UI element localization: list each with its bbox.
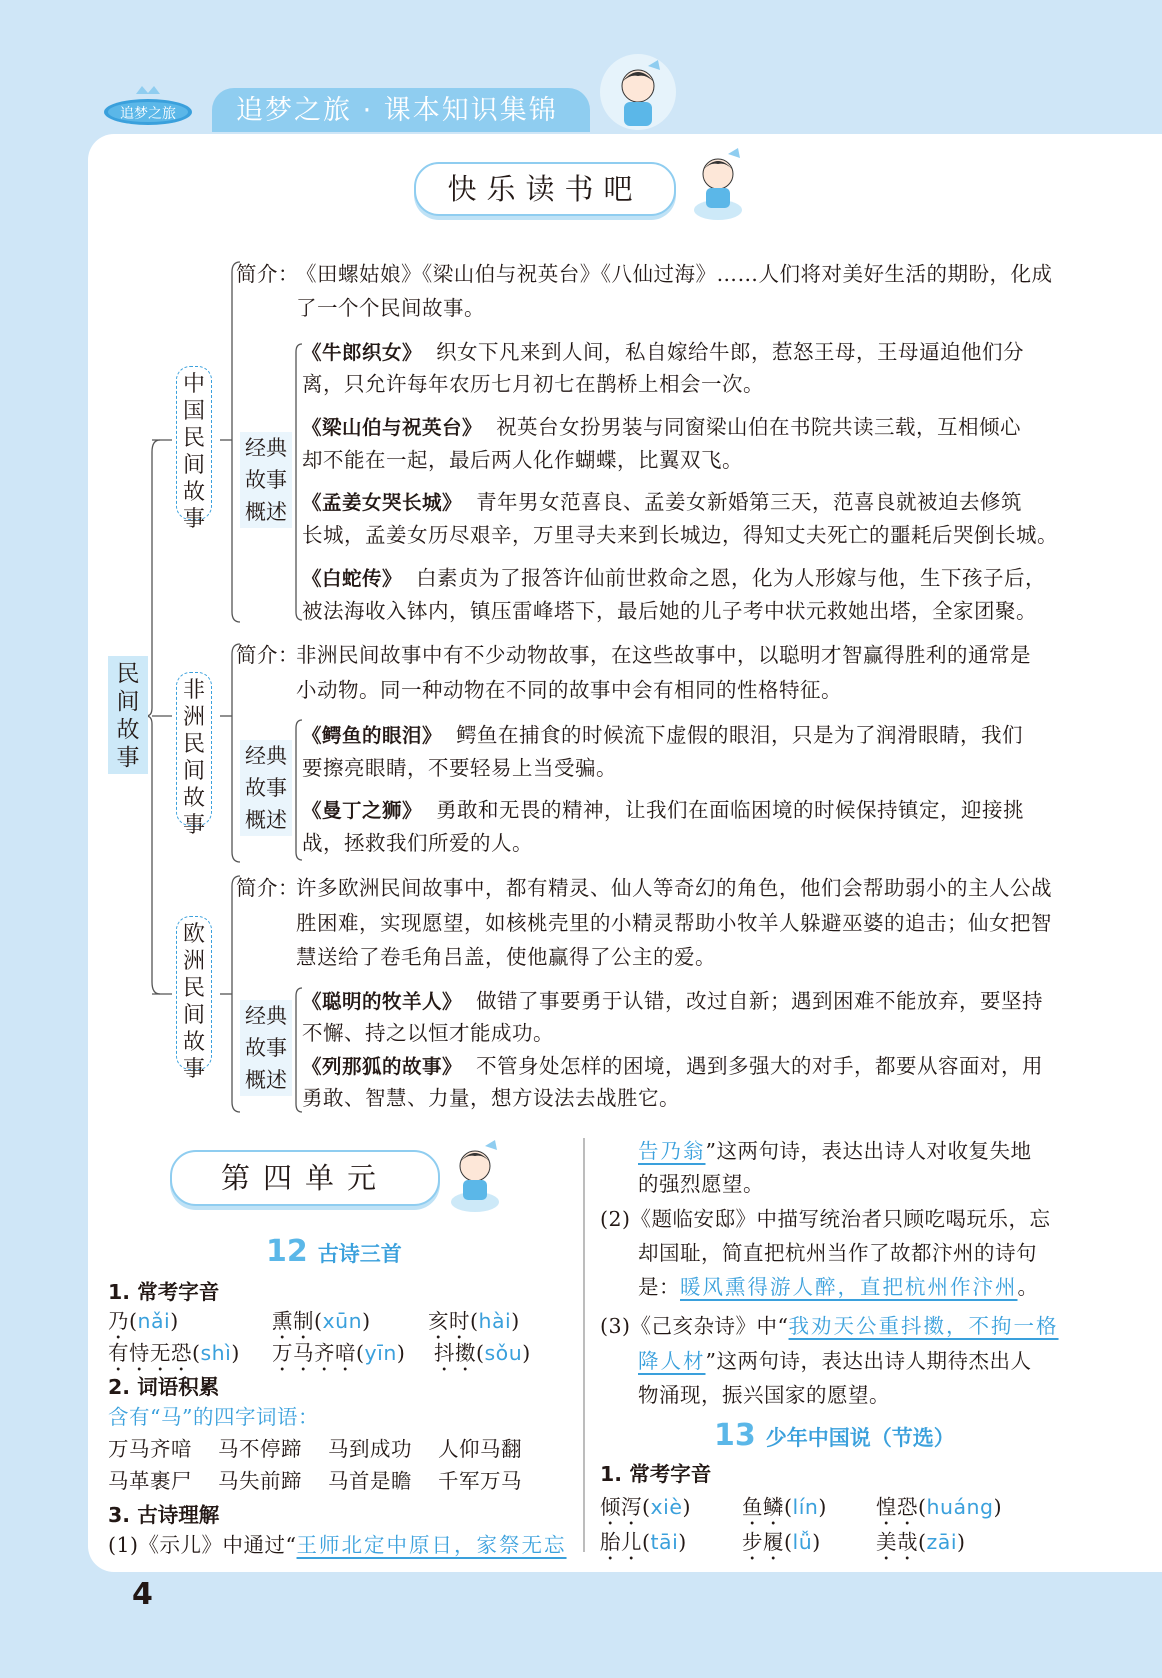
category-char: 事 — [182, 1057, 205, 1082]
category-char: 国 — [182, 399, 205, 424]
story-title: 《白蛇传》 — [302, 567, 403, 590]
pinyin-item: 熏制(xūn) — [272, 1309, 371, 1333]
pinyin-value: lǚ — [792, 1530, 813, 1554]
pinyin-item: 乃(nǎi) — [108, 1309, 179, 1333]
header-title: 追梦之旅 · 课本知识集锦 — [212, 88, 590, 132]
pinyin-char: 抖擞 — [434, 1341, 476, 1365]
category-char: 洲 — [182, 705, 205, 730]
subheading: 1. 常考字音 — [108, 1280, 220, 1304]
answer-text: 王师北定中原日，家祭无忘 — [296, 1533, 567, 1557]
story-text: 长城，孟姜女历尽艰辛，万里寻夫来到长城边，得知丈夫死亡的噩耗后哭倒长城。 — [302, 523, 1058, 547]
story-line — [302, 487, 1022, 518]
story-title: 《梁山伯与祝英台》 — [302, 416, 483, 439]
classic-label-line: 经典 — [245, 744, 287, 768]
category-char: 事 — [182, 507, 205, 532]
poem-text: ”这两句诗，表达出诗人对收复失地 — [705, 1139, 1032, 1163]
lesson-12-title — [266, 1234, 402, 1269]
pinyin-value: zāi — [926, 1530, 958, 1554]
word-item: 马革裹尸 — [108, 1469, 192, 1493]
intro-text: 非洲民间故事中有不少动物故事，在这些故事中，以聪明才智赢得胜利的通常是 — [296, 643, 1031, 667]
category-african — [176, 672, 212, 838]
story-line — [302, 720, 1023, 751]
intro-label: 简介： — [236, 643, 299, 667]
intro-text: 慧送给了卷毛角吕盖，使他赢得了公主的爱。 — [296, 945, 716, 969]
poem-text: (1)《示儿》中通过“ — [108, 1533, 297, 1557]
pinyin-value: nǎi — [137, 1309, 171, 1333]
word-item: 马到成功 — [328, 1437, 412, 1461]
category-char: 民 — [182, 426, 205, 451]
classic-label — [240, 1000, 292, 1096]
story-text: 织女下凡来到人间，私自嫁给牛郎，惹怒王母，王母逼迫他们分 — [436, 340, 1025, 364]
topic-label: 民间故事 — [108, 656, 148, 774]
classic-label-line: 经典 — [245, 1004, 287, 1028]
story-text: 不懈、持之以恒才能成功。 — [302, 1021, 554, 1045]
story-title: 《聪明的牧羊人》 — [302, 990, 463, 1013]
mascot-icon — [442, 1138, 508, 1216]
word-item: 万马齐喑 — [108, 1437, 192, 1461]
pinyin-char: 惶恐 — [876, 1495, 918, 1519]
story-line — [302, 795, 1024, 826]
pinyin-char: 美哉 — [876, 1530, 918, 1554]
pinyin-char: 熏制 — [272, 1309, 314, 1333]
pinyin-value: tāi — [650, 1530, 679, 1554]
story-line — [302, 1051, 1043, 1082]
story-line — [302, 563, 1046, 594]
classic-label-line: 故事 — [245, 468, 287, 492]
poem-text: (2)《题临安邸》中描写统治者只顾吃喝玩乐，忘 — [600, 1207, 1051, 1231]
poem-q1 — [108, 1530, 567, 1560]
page-number: 4 — [132, 1577, 153, 1612]
category-char: 间 — [182, 759, 205, 784]
subheading: 1. 常考字音 — [600, 1462, 712, 1486]
section-title: 快乐读书吧 — [414, 162, 676, 216]
pinyin-item: 美哉(zāi) — [876, 1530, 966, 1554]
intro-text: 胜困难，实现愿望，如核桃壳里的小精灵帮助小牧羊人躲避巫婆的追击；仙女把智 — [296, 911, 1052, 935]
category-char: 非 — [182, 678, 205, 703]
pinyin-char: 万马齐喑 — [272, 1341, 356, 1365]
story-title: 《孟姜女哭长城》 — [302, 491, 463, 514]
story-title: 《列那狐的故事》 — [302, 1055, 463, 1078]
pinyin-char: 胎儿 — [600, 1530, 642, 1554]
pinyin-item: 鱼鳞(lín) — [742, 1495, 827, 1519]
category-char: 间 — [182, 1003, 205, 1028]
classic-label — [240, 740, 292, 836]
intro-text: 了一个个民间故事。 — [296, 296, 485, 320]
lesson-name: 少年中国说（节选） — [765, 1426, 955, 1450]
answer-text: 降人材 — [638, 1349, 706, 1373]
story-text: 不管身处怎样的困境，遇到多强大的对手，都要从容面对，用 — [476, 1054, 1044, 1078]
poem-text: (3)《己亥杂诗》中“ — [600, 1314, 789, 1338]
lesson-13-title — [714, 1418, 955, 1453]
poem-text: 。 — [1017, 1275, 1039, 1299]
pinyin-value: shì — [200, 1341, 232, 1365]
story-text: 离，只允许每年农历七月初七在鹊桥上相会一次。 — [302, 372, 764, 396]
poem-q1-cont — [638, 1136, 1031, 1166]
subheading: 3. 古诗理解 — [108, 1503, 220, 1527]
category-char: 故 — [182, 480, 205, 505]
category-char: 欧 — [182, 922, 205, 947]
classic-label-line: 故事 — [245, 776, 287, 800]
story-title: 《牛郎织女》 — [302, 341, 423, 364]
poem-q2-answer — [638, 1272, 1039, 1302]
intro-label: 简介： — [236, 262, 299, 286]
story-text: 勇敢、智慧、力量，想方设法去战胜它。 — [302, 1086, 680, 1110]
classic-label-line: 概述 — [245, 808, 287, 832]
pinyin-char: 倾泻 — [600, 1495, 642, 1519]
category-char: 洲 — [182, 949, 205, 974]
pinyin-char: 步履 — [742, 1530, 784, 1554]
subheading: 2. 词语积累 — [108, 1375, 220, 1399]
pinyin-char: 鱼鳞 — [742, 1495, 784, 1519]
poem-text: ”这两句诗，表达出诗人期待杰出人 — [705, 1349, 1032, 1373]
pinyin-item: 亥时(hài) — [428, 1309, 520, 1333]
answer-text: 暖风熏得游人醉，直把杭州作汴州 — [680, 1275, 1018, 1299]
logo-text: 追梦之旅 — [120, 106, 176, 122]
poem-q3 — [600, 1311, 1059, 1341]
story-text: 要擦亮眼睛，不要轻易上当受骗。 — [302, 756, 617, 780]
poem-q3-cont — [638, 1346, 1031, 1376]
classic-label — [240, 432, 292, 528]
pinyin-item: 倾泻(xiè) — [600, 1495, 691, 1519]
word-item: 马不停蹄 — [218, 1437, 302, 1461]
poem-text: 的强烈愿望。 — [638, 1172, 764, 1196]
pinyin-item: 万马齐喑(yīn) — [272, 1341, 406, 1365]
pinyin-value: hài — [478, 1309, 512, 1333]
category-char: 事 — [182, 813, 205, 838]
answer-text: 告乃翁 — [638, 1139, 706, 1163]
word-item: 千军万马 — [438, 1469, 522, 1493]
story-title: 《鳄鱼的眼泪》 — [302, 724, 443, 747]
pinyin-char: 乃 — [108, 1309, 129, 1333]
category-char: 故 — [182, 786, 205, 811]
story-line — [302, 986, 1043, 1017]
word-item: 马失前蹄 — [218, 1469, 302, 1493]
category-chinese — [176, 366, 212, 532]
story-text: 战，拯救我们所爱的人。 — [302, 831, 533, 855]
category-char: 间 — [182, 453, 205, 478]
story-line — [302, 412, 1021, 443]
category-char: 民 — [182, 976, 205, 1001]
pinyin-value: xūn — [322, 1309, 363, 1333]
intro-text: 小动物。同一种动物在不同的故事中会有相同的性格特征。 — [296, 678, 842, 702]
pinyin-item: 步履(lǚ) — [742, 1530, 821, 1554]
lesson-name: 古诗三首 — [317, 1242, 402, 1266]
category-char: 民 — [182, 732, 205, 757]
story-line — [302, 337, 1024, 368]
pinyin-item: 抖擞(sǒu) — [434, 1341, 531, 1365]
word-item: 马首是瞻 — [328, 1469, 412, 1493]
lesson-number: 13 — [714, 1418, 756, 1453]
pinyin-item: 惶恐(huáng) — [876, 1495, 1003, 1519]
story-text: 做错了事要勇于认错，改过自新；遇到困难不能放弃，要坚持 — [476, 989, 1044, 1013]
pinyin-value: lín — [792, 1495, 819, 1519]
story-text: 却不能在一起，最后两人化作蝴蝶，比翼双飞。 — [302, 448, 743, 472]
poem-text: 是： — [638, 1275, 680, 1299]
classic-label-line: 概述 — [245, 500, 287, 524]
story-text: 青年男女范喜良、孟姜女新婚第三天，范喜良就被迫去修筑 — [476, 490, 1023, 514]
category-char: 故 — [182, 1030, 205, 1055]
category-european — [176, 916, 212, 1082]
lesson-number: 12 — [266, 1234, 308, 1269]
story-text: 被法海收入钵内，镇压雷峰塔下，最后她的儿子考中状元救她出塔，全家团聚。 — [302, 599, 1037, 623]
classic-label-line: 经典 — [245, 436, 287, 460]
story-text: 白素贞为了报答许仙前世救命之恩，化为人形嫁与他，生下孩子后， — [416, 566, 1047, 590]
pinyin-item: 有恃无恐(shì) — [108, 1341, 240, 1365]
story-text: 鳄鱼在捕食的时候流下虚假的眼泪，只是为了润滑眼睛，我们 — [456, 723, 1024, 747]
pinyin-value: huáng — [926, 1495, 994, 1519]
classic-label-line: 故事 — [245, 1036, 287, 1060]
pinyin-char: 有恃无恐 — [108, 1341, 192, 1365]
pinyin-char: 亥时 — [428, 1309, 470, 1333]
story-text: 勇敢和无畏的精神，让我们在面临困境的时候保持镇定，迎接挑 — [436, 798, 1025, 822]
poem-text: 却国耻，简直把杭州当作了故都汴州的诗句 — [638, 1241, 1037, 1265]
pinyin-value: sǒu — [484, 1341, 523, 1365]
word-item: 人仰马翻 — [438, 1437, 522, 1461]
intro-text: 《田螺姑娘》《梁山伯与祝英台》《八仙过海》……人们将对美好生活的期盼，化成 — [296, 262, 1053, 286]
answer-text: 我劝天公重抖擞，不拘一格 — [788, 1314, 1059, 1338]
category-char: 中 — [182, 372, 205, 397]
story-title: 《曼丁之狮》 — [302, 799, 423, 822]
classic-label-line: 概述 — [245, 1068, 287, 1092]
words-label: 含有“马”的四字词语： — [108, 1405, 319, 1429]
unit-title: 第四单元 — [170, 1150, 440, 1206]
intro-label: 简介： — [236, 876, 299, 900]
story-text: 祝英台女扮男装与同窗梁山伯在书院共读三载，互相倾心 — [496, 415, 1022, 439]
poem-text: 物涌现，振兴国家的愿望。 — [638, 1383, 890, 1407]
intro-text: 许多欧洲民间故事中，都有精灵、仙人等奇幻的角色，他们会帮助弱小的主人公战 — [296, 876, 1052, 900]
pinyin-item: 胎儿(tāi) — [600, 1530, 687, 1554]
pinyin-value: xiè — [650, 1495, 683, 1519]
pinyin-value: yīn — [364, 1341, 397, 1365]
